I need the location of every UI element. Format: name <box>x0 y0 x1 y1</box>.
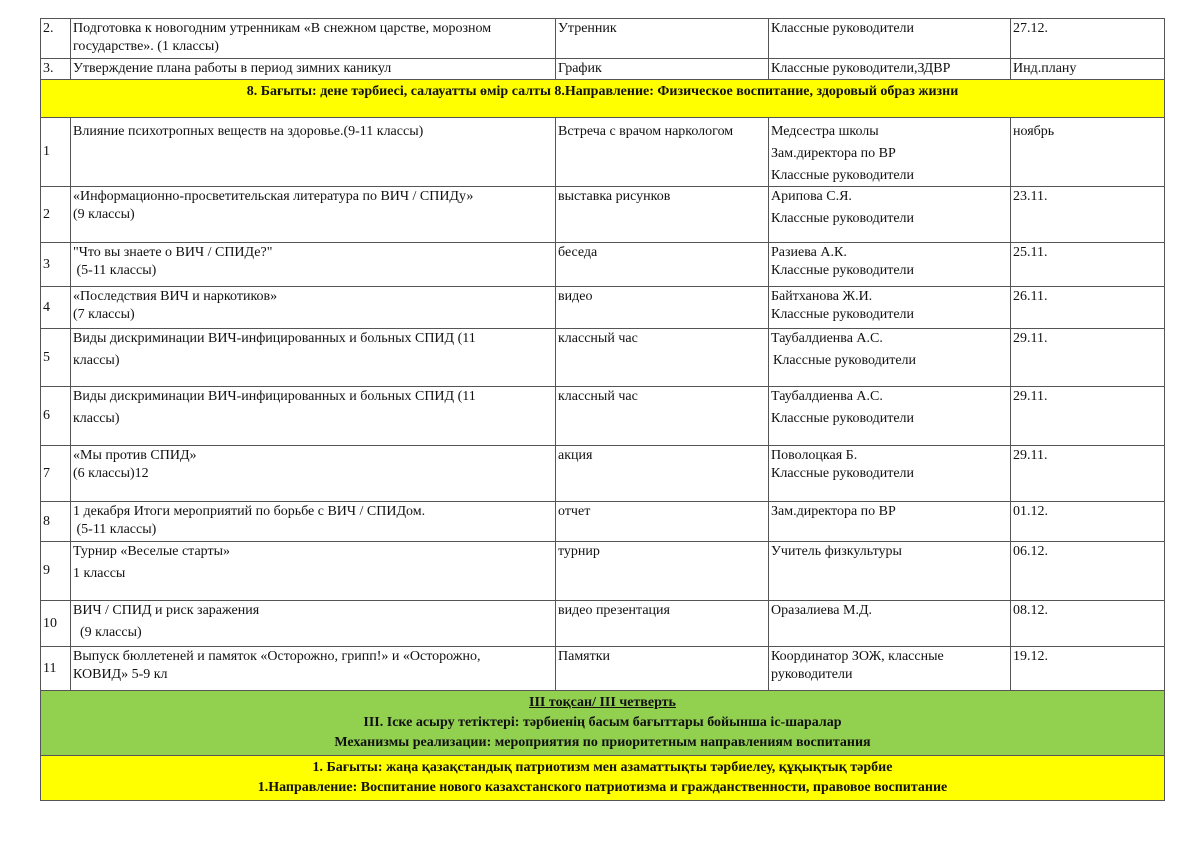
form-text: выставка рисунков <box>558 189 671 204</box>
form-text: отчет <box>558 504 591 519</box>
section-8-title: 8. Бағыты: дене тәрбиесі, салауатты өмір салты 8.Направление: Физическое воспитание, здоровый образ жизни <box>41 80 1165 118</box>
responsible-cell <box>769 502 1011 542</box>
form-cell <box>556 647 769 691</box>
row-number: 2. <box>41 19 71 59</box>
table-row <box>41 19 1165 59</box>
row-number: 7 <box>41 446 71 502</box>
form-cell <box>556 387 769 446</box>
responsible-text: Классные руководители <box>771 168 915 183</box>
row-number: 3. <box>41 59 71 80</box>
responsible-text: Оразалиева М.Д. <box>771 603 873 618</box>
event-cell <box>71 187 556 243</box>
responsible-text: Классные руководители <box>771 411 915 426</box>
table-row <box>41 601 1165 647</box>
form-cell <box>556 329 769 387</box>
event-cell <box>71 59 556 80</box>
event-cell <box>71 243 556 287</box>
date-cell: 27.12. <box>1011 19 1165 59</box>
event-text: (5-11 классы) <box>73 522 157 537</box>
event-text: Влияние психотропных веществ на здоровье.(9-11 классы) <box>73 124 424 139</box>
responsible-text: Координатор ЗОЖ, классные <box>771 649 944 664</box>
event-text: «Последствия ВИЧ и наркотиков» <box>73 289 278 304</box>
responsible-cell <box>769 59 1011 80</box>
date-cell: 23.11. <box>1011 187 1165 243</box>
date-cell: 29.11. <box>1011 329 1165 387</box>
responsible-text: Поволоцкая Б. <box>771 448 858 463</box>
row-number: 5 <box>41 329 71 387</box>
quarter-ru-line: Механизмы реализации: мероприятия по приоритетным направлениям воспитания <box>334 735 871 750</box>
event-text: государстве». (1 классы) <box>73 39 219 54</box>
responsible-cell <box>769 243 1011 287</box>
responsible-text: Классные руководители <box>773 353 917 368</box>
event-cell <box>71 287 556 329</box>
event-cell <box>71 601 556 647</box>
quarter-header <box>41 691 1165 756</box>
section-1-ru: 1.Направление: Воспитание нового казахстанского патриотизма и гражданственности, правовое воспитание <box>257 780 948 795</box>
section-header <box>41 756 1165 801</box>
table-row <box>41 287 1165 329</box>
section-1-kz: 1. Бағыты: жаңа қазақстандық патриотизм мен азаматтықты тәрбиелеу, құқықтық тәрбие <box>312 760 893 775</box>
responsible-cell <box>769 287 1011 329</box>
date-cell: 06.12. <box>1011 542 1165 601</box>
form-text: Встреча с врачом наркологом <box>558 124 734 139</box>
event-text: (9 классы) <box>73 207 135 222</box>
event-text: (9 классы) <box>73 625 142 640</box>
responsible-cell <box>769 118 1011 187</box>
table-row <box>41 243 1165 287</box>
form-text: Памятки <box>558 649 611 664</box>
row-number: 2 <box>41 187 71 243</box>
form-cell <box>556 446 769 502</box>
responsible-text: Разиева А.К. <box>771 245 847 260</box>
table-row <box>41 118 1165 187</box>
event-text: 1 декабря Итоги мероприятий по борьбе с ВИЧ / СПИДом. <box>73 504 426 519</box>
responsible-text: Таубалдиенва А.С. <box>771 331 883 346</box>
section-header <box>41 80 1165 118</box>
event-text: 1 классы <box>73 566 126 581</box>
quarter-cell <box>41 691 1165 756</box>
responsible-text: Классные руководители <box>771 466 915 481</box>
responsible-text: Таубалдиенва А.С. <box>771 389 883 404</box>
row-number: 4 <box>41 287 71 329</box>
form-text: График <box>558 61 602 76</box>
form-text: акция <box>558 448 593 463</box>
table-row <box>41 329 1165 387</box>
event-text: (6 классы)12 <box>73 466 149 481</box>
row-number: 11 <box>41 647 71 691</box>
date-cell: 01.12. <box>1011 502 1165 542</box>
table-row <box>41 502 1165 542</box>
responsible-text: руководители <box>771 667 853 682</box>
row-number: 1 <box>41 118 71 187</box>
form-text: видео презентация <box>558 603 670 618</box>
event-cell <box>71 446 556 502</box>
responsible-cell <box>769 187 1011 243</box>
event-text: Виды дискриминации ВИЧ-инфицированных и больных СПИД (11 <box>73 331 476 346</box>
table-row <box>41 446 1165 502</box>
responsible-text: Классные руководители <box>771 211 915 226</box>
date-cell: 29.11. <box>1011 446 1165 502</box>
form-cell <box>556 19 769 59</box>
date-cell: 08.12. <box>1011 601 1165 647</box>
form-cell <box>556 59 769 80</box>
form-text: видео <box>558 289 593 304</box>
row-number: 10 <box>41 601 71 647</box>
form-text: классный час <box>558 389 638 404</box>
event-cell <box>71 19 556 59</box>
responsible-text: Классные руководители <box>771 21 915 36</box>
table-row <box>41 187 1165 243</box>
form-text: Утренник <box>558 21 617 36</box>
responsible-text: Медсестра школы <box>771 124 879 139</box>
date-cell: Инд.плану <box>1011 59 1165 80</box>
responsible-cell <box>769 329 1011 387</box>
form-text: турнир <box>558 544 600 559</box>
event-text: ВИЧ / СПИД и риск заражения <box>73 603 260 618</box>
responsible-cell <box>769 601 1011 647</box>
event-text: Подготовка к новогодним утренникам «В снежном царстве, морозном <box>73 21 492 36</box>
table-row <box>41 647 1165 691</box>
form-cell <box>556 118 769 187</box>
date-cell: 26.11. <box>1011 287 1165 329</box>
form-text: классный час <box>558 331 638 346</box>
event-cell <box>71 542 556 601</box>
event-cell <box>71 647 556 691</box>
responsible-text: Классные руководители <box>771 307 915 322</box>
event-cell <box>71 329 556 387</box>
event-text: «Мы против СПИД» <box>73 448 197 463</box>
event-text: КОВИД» 5-9 кл <box>73 667 168 682</box>
event-text: Турнир «Веселые старты» <box>73 544 231 559</box>
responsible-text: Арипова С.Я. <box>771 189 852 204</box>
event-text: классы) <box>73 353 120 368</box>
event-text: «Информационно-просветительская литература по ВИЧ / СПИДу» <box>73 189 474 204</box>
responsible-cell <box>769 446 1011 502</box>
table-row <box>41 387 1165 446</box>
responsible-text: Зам.директора по ВР <box>771 504 896 519</box>
form-cell <box>556 243 769 287</box>
responsible-text: Зам.директора по ВР <box>771 146 896 161</box>
event-cell <box>71 118 556 187</box>
form-cell <box>556 287 769 329</box>
table-row <box>41 59 1165 80</box>
event-text: Выпуск бюллетеней и памяток «Осторожно, грипп!» и «Осторожно, <box>73 649 481 664</box>
date-cell: 19.12. <box>1011 647 1165 691</box>
event-text: (7 классы) <box>73 307 135 322</box>
responsible-cell <box>769 542 1011 601</box>
form-cell <box>556 601 769 647</box>
responsible-text: Классные руководители,ЗДВР <box>771 61 951 76</box>
form-cell <box>556 502 769 542</box>
event-text: Виды дискриминации ВИЧ-инфицированных и больных СПИД (11 <box>73 389 476 404</box>
responsible-cell <box>769 647 1011 691</box>
responsible-cell <box>769 19 1011 59</box>
section-1-cell <box>41 756 1165 801</box>
event-cell <box>71 387 556 446</box>
row-number: 9 <box>41 542 71 601</box>
event-text: (5-11 классы) <box>73 263 157 278</box>
date-cell <box>1011 118 1165 187</box>
table-row <box>41 542 1165 601</box>
row-number: 8 <box>41 502 71 542</box>
form-cell <box>556 187 769 243</box>
date-cell: 25.11. <box>1011 243 1165 287</box>
responsible-text: Классные руководители <box>771 263 915 278</box>
row-number: 6 <box>41 387 71 446</box>
date-text: ноябрь <box>1013 124 1055 139</box>
event-text: "Что вы знаете о ВИЧ / СПИДе?" <box>73 245 273 260</box>
event-text: Утверждение плана работы в период зимних каникул <box>73 61 392 76</box>
responsible-cell <box>769 387 1011 446</box>
row-number: 3 <box>41 243 71 287</box>
responsible-text: Байтханова Ж.И. <box>771 289 873 304</box>
event-cell <box>71 502 556 542</box>
event-text: классы) <box>73 411 120 426</box>
form-cell <box>556 542 769 601</box>
plan-table <box>40 18 1165 801</box>
responsible-text: Учитель физкультуры <box>771 544 902 559</box>
quarter-kz-line: III. Іске асыру тетіктері: тәрбиенің басым бағыттары бойынша іс-шаралар <box>363 715 842 730</box>
date-cell: 29.11. <box>1011 387 1165 446</box>
quarter-title: III тоқсан/ III четверть <box>529 695 676 710</box>
form-text: беседа <box>558 245 598 260</box>
